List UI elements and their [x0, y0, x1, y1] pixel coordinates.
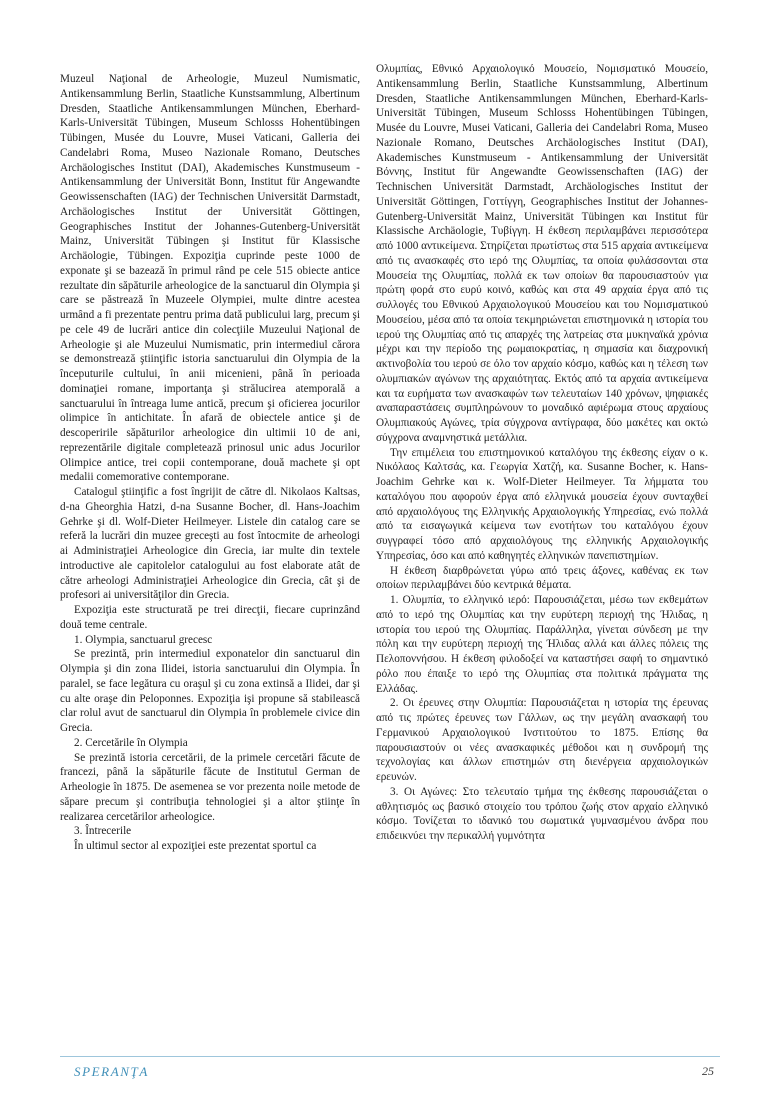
section-heading-games: 3. Întrecerile [74, 825, 132, 838]
paragraph-research-el: 2. Οι έρευνες στην Ολυμπία: Παρουσιάζεται η ιστορία της έρευνας από τις πρώτες έρευνες των Γάλλων, ως την μεγάλη ανασκαφή του Γερμανικού Αρχαιολογικού Ινστιτούτου το 1875. Επίσης θα παρουσιαστούν οι νέες ανασκαφικές μέθοδοι και η συνδρομή της τεχνολογίας και άλλων επιστημών στη διενέργεια αρχαιολογικών ερευνών. [376, 697, 708, 783]
section-heading-olympia: 1. Olympia, sanctuarul grecesc [74, 633, 213, 646]
paragraph-structure-el: Η έκθεση διαρθρώνεται γύρω από τρεις άξονες, καθένας εκ των οποίων περιλαμβάνει δύο κεντρικά θέματα. [376, 564, 708, 592]
paragraph-structure-ro: Expoziţia este structurată pe trei direcţii, fiecare cuprinzând două teme centrale. [60, 604, 360, 631]
paragraph-museums-list-el: Ολυμπίας, Εθνικό Αρχαιολογικό Μουσείο, Νομισματικό Μουσείο, Antikensammlung Berlin, Staatliche Kunstsammlung, Albertinum Dresden, Staatliche Antikensammlungen München, Eberhard-Karls-Universität Tübingen, Museum Schlosss Hohentübingen Tübingen, Musée du Louvre, Musei Vaticani, Galleria dei Candelabri Roma, Museo Nazionale Romano, Deutsches Archäologisches Institut (DAI), Akademisches Kunstmuseum - Antikensammlung der Universität Βόννης, Institut für Angewandte Geowissenschaften (IAG) der Technischen Universität Darmstadt, Archäologisches Institut der Universität Göttingen, Γοττίγγη, Geographisches Institut der Johannes-Gutenberg-Universität Mainz, Universität Tübingen και Institut für Klassische Archäologie, Τυβίγγη. Η έκθεση περιλαμβάνει περισσότερα από 1000 αντικείμενα. Στηρίζεται πρωτίστως στα 515 αρχαία αντικείμενα από τις ανασκαφές στο ιερό της Ολυμπίας, τα οποία φυλάσσονται στα Μουσεία της Ολυμπίας, πολλά εκ των οποίων θα παρουσιαστούν για πρώτη φορά στο ευρύ κοινό, καθώς και στα 49 αρχαία έργα από τις συλλογές του Εθνικού Αρχαιολογικού Μουσείου και του Νομισματικού Μουσείου, μέσα από τα οποία τεκμηριώνεται επιστημονικά η ιστορία του ιερού της Ολυμπίας από τις απαρχές της λατρείας στα μυκηναϊκά χρόνια μέχρι και την περίοδο της ρωμαιοκρατίας, η σημασία και διαχρονική ακτινοβολία του ιερού σε όλο τον αρχαίο κόσμο, καθώς και η τέλεση των ολυμπιακών αγώνων της αρχαιότητας. Εκτός από τα αρχαία αντικείμενα και τα ευρήματα των ανασκαφών των τελευταίων 140 χρόνων, ψηφιακές αναπαραστάσεις συμπληρώνουν το μοναδικό αφιέρωμα στους αρχαίους Ολυμπιακούς Αγώνες, τρία σύγχρονα αντίγραφα, δύο μακέτες και οκτώ σύγχρονα αναμνηστικά μετάλλια. [376, 63, 708, 444]
article-page [60, 62, 720, 1042]
paragraph-olympia-el: 1. Ολυμπία, το ελληνικό ιερό: Παρουσιάζεται, μέσω των εκθεμάτων από το ιερό της Ολυμπίας και την ευρύτερη περιοχή της Ήλιδας, η ιστορία του ιερού της Ολυμπίας. Παράλληλα, γίνεται σύνδεση με την πόλη και την ευρύτερη περιοχή της Ήλιδας αλλά και άλλες πόλεις της Πελοποννήσου. Η έκθεση φιλοδοξεί να καταστήσει σαφή το σημαντικό ρόλο που έπαιξε το ιερό της Ολυμπίας στα πολιτικά πράγματα της Ελλάδας. [376, 594, 708, 695]
left-text-column [60, 72, 360, 854]
right-text-column [376, 62, 708, 844]
paragraph-olympia-ro: Se prezintă, prin intermediul exponatelor din sanctuarul din Olympia şi din zona Ilidei, istoria sanctuarului din Olympia. În paralel, se face legătura cu oraşul şi cu zona extinsă a Ilidei, dar şi cu alte oraşe din Peloponnes. Expoziţia işi propune să stabilească clar rolul avut de sanctuarul din Olympia în problemele civice din Grecia. [60, 648, 360, 734]
paragraph-catalogue-el: Την επιμέλεια του επιστημονικού καταλόγου της έκθεσης είχαν ο κ. Νικόλαος Καλτσάς, κα. Γεωργία Χατζή, κα. Susanne Bocher, κ. Hans-Joachim Gehrke και κ. Wolf-Dieter Heilmeyer. Τα λήμματα του καταλόγου που αφορούν έργα από ελληνικά μουσεία έχουν συνταχθεί από αρχαιολόγους της Ελληνικής Αρχαιολογικής Υπηρεσίας, ενώ πολλά από τα εισαγωγικά κείμενα των ενοτήτων του καταλόγου έχουν συγγραφεί τόσο από αρχαιολόγους της ελληνικής Αρχαιολογικής Υπηρεσίας, όσο και από καθηγητές ελληνικών πανεπιστημίων. [376, 446, 708, 562]
paragraph-research-ro: Se prezintă istoria cercetării, de la primele cercetări făcute de francezi, până la săpăturile făcute de Institutul German de Arheologie în 1875. De asemenea se vor prezenta noile metode de săpare precum şi contribuţia tehnologiei şi a altor ştiinţe în realizarea cercetărilor arheologice. [60, 751, 360, 823]
paragraph-games-el: 3. Οι Αγώνες: Στο τελευταίο τμήμα της έκθεσης παρουσιάζεται ο αθλητισμός ως βασικό στοιχείο του τρόπου ζωής στον αρχαίο ελληνικό κόσμο. Τονίζεται το ιδανικό του σωματικά γυμνασμένου άνδρα που επιδεικνύει την περικαλλή γυμνότητα [376, 785, 708, 842]
paragraph-museums-list-ro: Muzeul Naţional de Arheologie, Muzeul Numismatic, Antikensammlung Berlin, Staatliche Kunstsammlung, Albertinum Dresden, Staatliche Antikensammlungen München, Eberhard-Karls-Universität Tübingen, Museum Schlosss Hohentübingen Tübingen, Musée du Louvre, Musei Vaticani, Galleria dei Candelabri Roma, Museo Nazionale Romano, Deutsches Archäologisches Institut (DAI), Akademisches Kunstmuseum - Antikensammlung der Universität Bonn, Institut für Angewandte Geowissenschaften (IAG) der Technischen Universität Darmstadt, Archäologisches Institut der Universität Göttingen, Geographisches Institut der Johannes-Gutenberg-Universität Mainz, Universität Tübingen şi Institut für Klassische Archäologie, Tübingen. Expoziţia cuprinde peste 1000 de exponate şi se bazează în primul rând pe cele 515 obiecte antice rezultate din săpăturile arheologice de la sanctuarul din Olympia şi care se păstrează în Muzeele Olympiei, multe dintre acestea urmând a fi prezentate pentru prima dată publicului larg, precum şi pe cele 49 de lucrări antice din colecţiile Muzeului Naţional de Arheologie şi ale Muzeului Numismatic, prin intermediul cărora se demonstrează ştiinţific istoria sanctuarului din Olympia de la începuturile cultului, în anii micenieni, până în perioada dominaţiei romane, importanţa şi strălucirea atemporală a sanctuarului în întreaga lume antică, precum şi oficierea jocurilor olimpice în antichitate. În afară de obiectele antice şi de descoperirile săpăturilor arheologice din ultimii 10 de ani, reprezentările digitale completează prinosul unic adus Jocurilor Olimpice antice, trei copii contemporane, două machete şi opt medalii comemorative contemporane. [60, 73, 360, 484]
paragraph-catalogue-ro: Catalogul ştiinţific a fost îngrijit de către dl. Nikolaos Kaltsas, d-na Gheorghia Hatzi, d-na Susanne Bocher, dl. Hans-Joachim Gehrke şi dl. Wolf-Dieter Heilmeyer. Listele din catalog care se referă la lucrări din muzee greceşti au fost întocmite de arheologi ai Administraţiei Arheologice din Grecia, iar multe din textele introductive ale capitolelor catalogului au fost elaborate atât de către arheologi Administraţiei Arheologice din Grecia, cât şi de profesori ai universităţilor din Grecia. [60, 486, 360, 602]
section-heading-research: 2. Cercetările în Olympia [74, 736, 188, 749]
page-number: 25 [702, 1064, 714, 1078]
magazine-title: SPERANŢA [74, 1064, 149, 1079]
page-footer [60, 1056, 720, 1083]
paragraph-games-ro: În ultimul sector al expoziţiei este prezentat sportul ca [74, 840, 317, 852]
